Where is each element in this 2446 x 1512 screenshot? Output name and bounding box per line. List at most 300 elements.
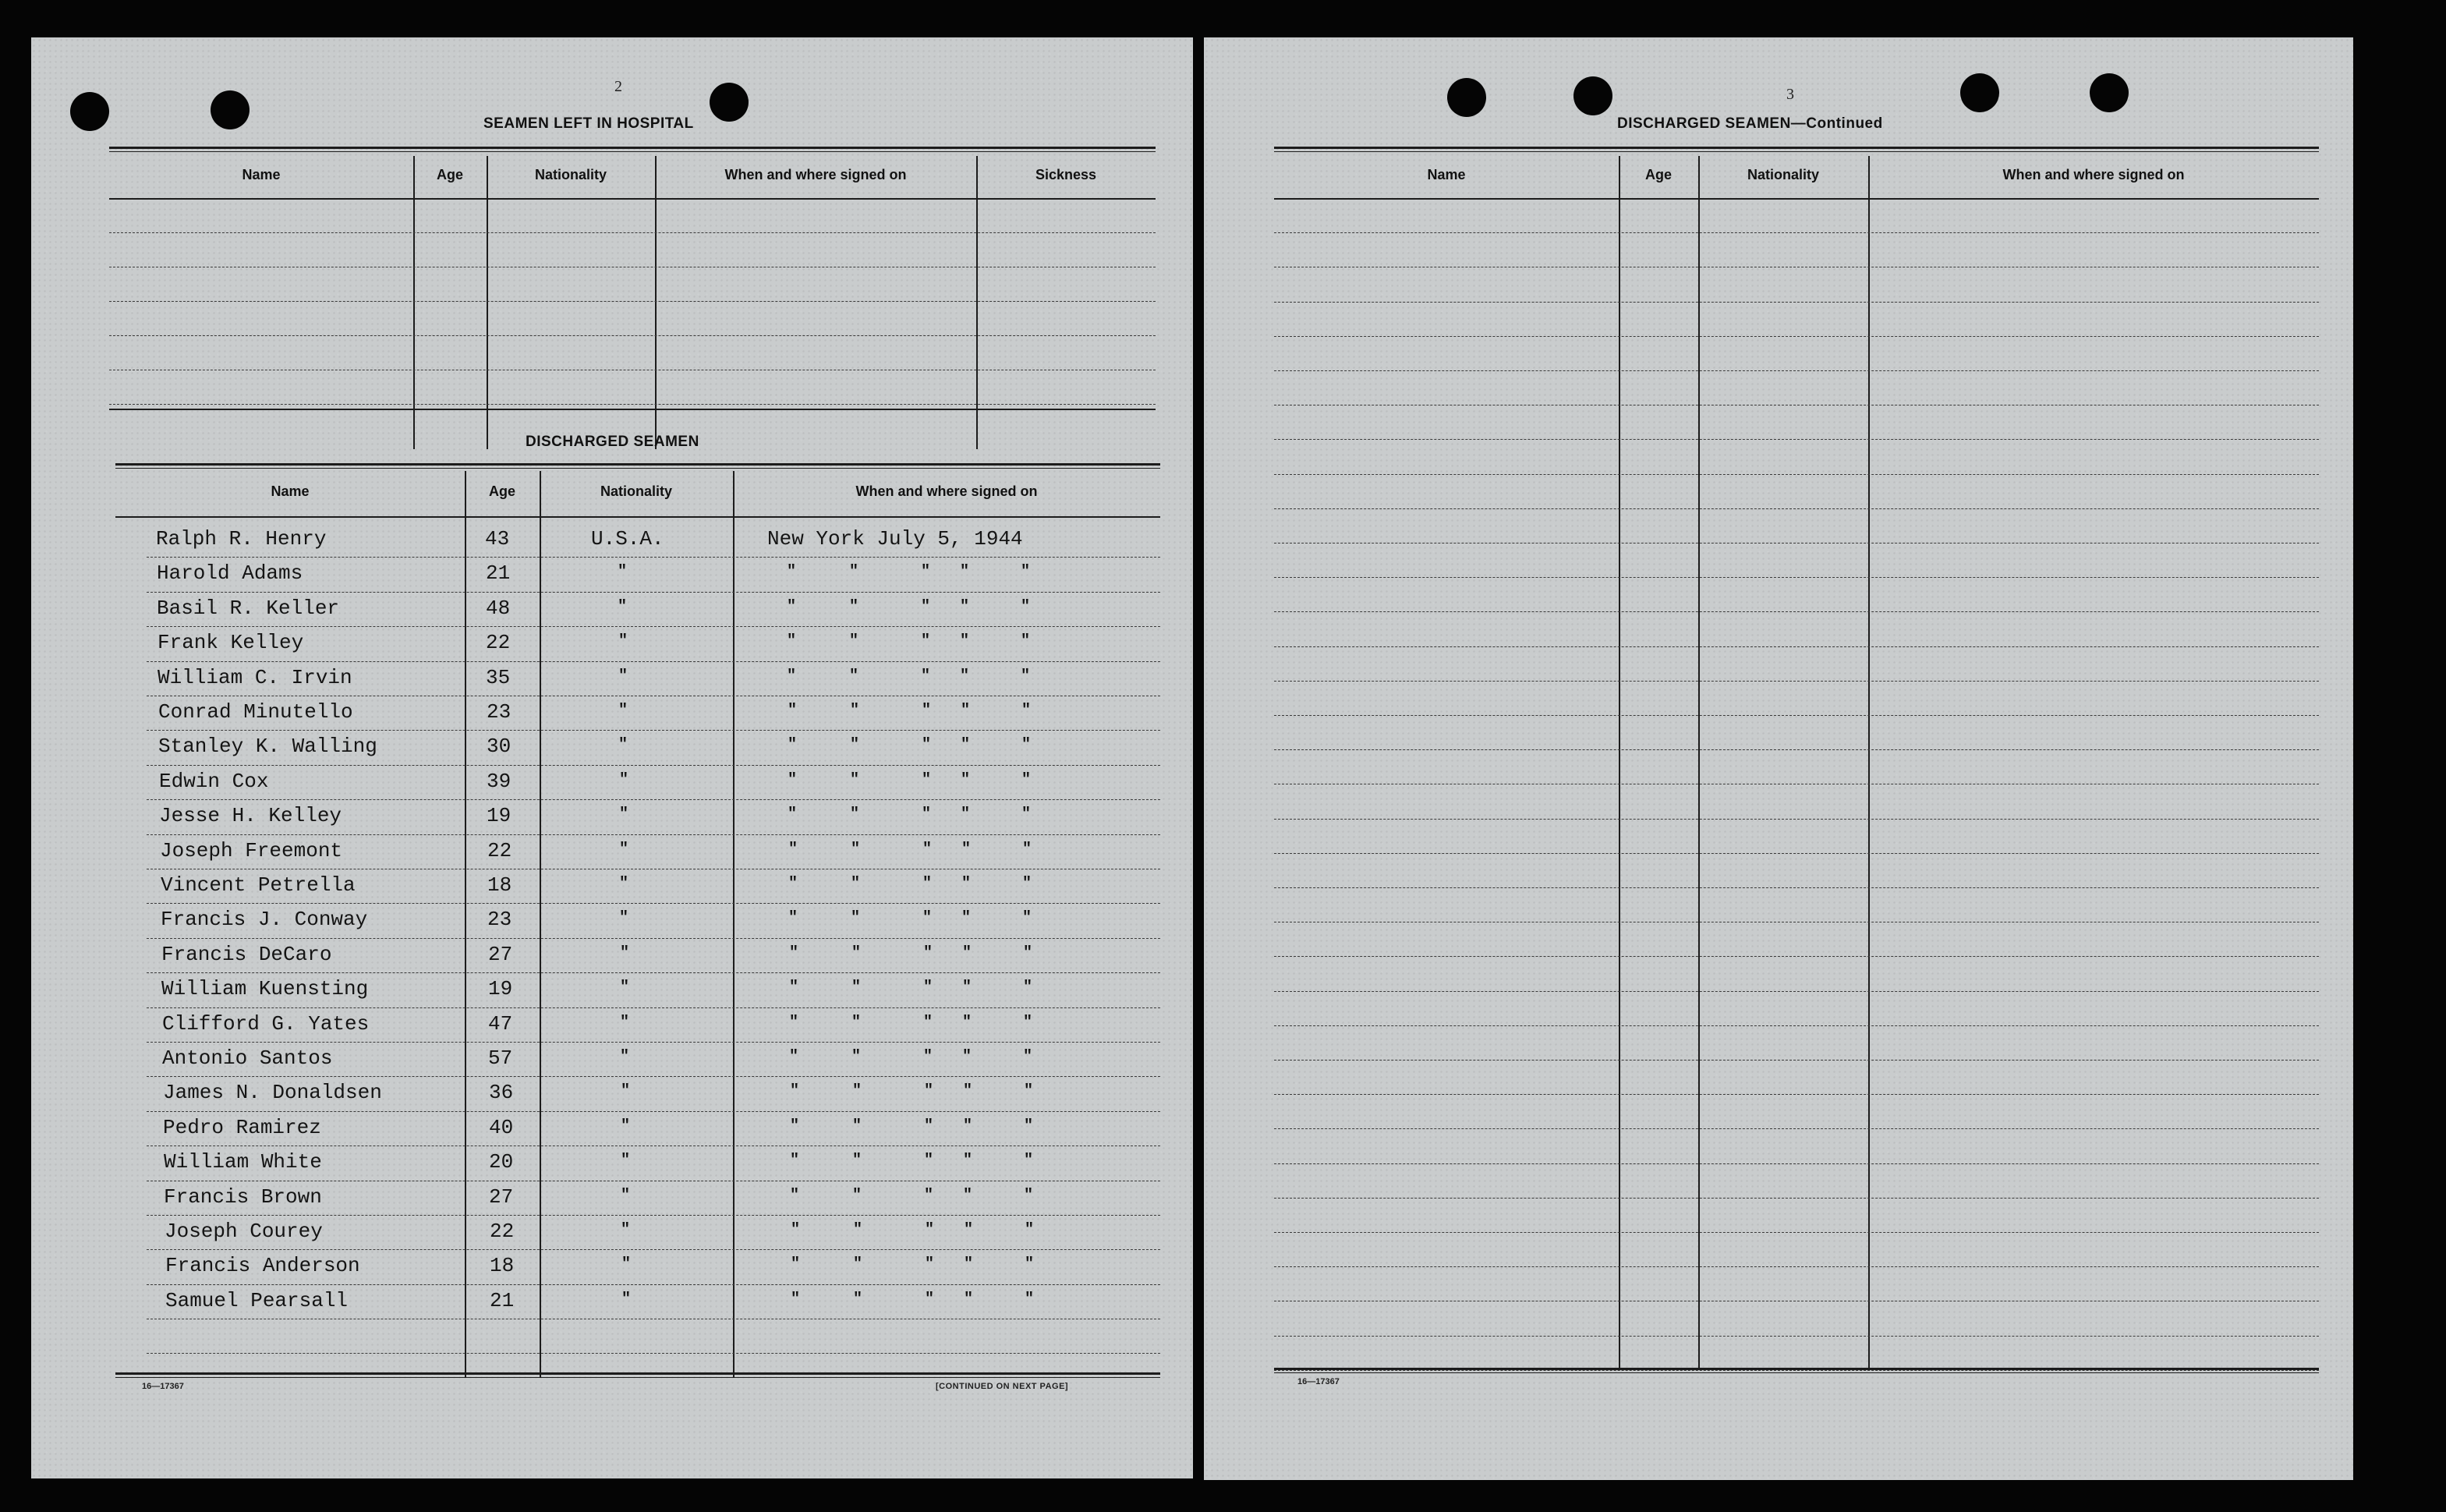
signed-on-ditto: " (960, 632, 970, 651)
signed-on-ditto: " (1021, 667, 1031, 685)
signed-on-ditto: " (922, 702, 932, 720)
signed-on-ditto: " (851, 875, 861, 893)
seaman-age: 39 (487, 769, 512, 793)
signed-on-ditto: " (1025, 1290, 1035, 1308)
continued-note: [CONTINUED ON NEXT PAGE] (936, 1382, 1069, 1391)
signed-on-ditto: " (961, 702, 971, 720)
nationality-ditto: " (619, 806, 629, 824)
signed-on-ditto: " (852, 1186, 862, 1205)
column-header: When and where signed on (724, 167, 907, 182)
seaman-name: Francis Brown (164, 1184, 322, 1209)
seaman-age: 18 (490, 1254, 515, 1278)
signed-on-ditto: " (788, 806, 798, 824)
row-line (147, 730, 1160, 731)
table-row (31, 940, 1160, 974)
row-line (1274, 508, 2319, 509)
signed-on-ditto: " (964, 1221, 974, 1239)
nationality-ditto: " (618, 632, 628, 651)
column-divider (413, 156, 415, 449)
row-line (1274, 1094, 2319, 1095)
table-row (31, 558, 1160, 593)
row-line (147, 626, 1160, 627)
column-header: Nationality (1747, 167, 1819, 182)
continued-section-title: DISCHARGED SEAMEN—Continued (1617, 115, 1883, 132)
seaman-name: James N. Donaldsen (163, 1081, 382, 1105)
nationality-ditto: " (621, 1117, 631, 1135)
seaman-age: 22 (490, 1220, 515, 1243)
table-row (31, 767, 1160, 801)
signed-on-ditto: " (921, 632, 931, 651)
seaman-age: 19 (488, 977, 513, 1001)
row-line (147, 1111, 1160, 1112)
table-row (31, 801, 1160, 835)
signed-on-ditto: " (1024, 1117, 1034, 1135)
column-divider (487, 156, 488, 449)
punch-hole (1960, 73, 1999, 112)
row-line (147, 1042, 1160, 1043)
row-line (1274, 1198, 2319, 1199)
column-divider (1619, 156, 1620, 1369)
nationality-ditto: " (620, 979, 630, 997)
header-rule (115, 463, 1160, 466)
seaman-age: 20 (489, 1150, 514, 1174)
row-line (147, 1353, 1160, 1354)
signed-on-ditto: " (1022, 840, 1032, 859)
signed-on-ditto: " (853, 1290, 863, 1308)
seaman-name: Harold Adams (157, 561, 303, 586)
row-line (147, 799, 1160, 800)
row-line (1274, 715, 2319, 716)
signed-on-ditto: " (851, 1013, 862, 1032)
column-header: Age (1644, 167, 1672, 182)
row-line (1274, 681, 2319, 682)
row-line (1274, 887, 2319, 888)
signed-on-ditto: " (960, 667, 970, 685)
row-line (1274, 336, 2319, 337)
signed-on-ditto: " (1023, 1048, 1033, 1066)
seaman-age: 23 (487, 700, 512, 724)
row-line (109, 232, 1156, 233)
seaman-age: 22 (486, 631, 511, 655)
signed-on-ditto: " (960, 597, 970, 616)
column-header: Age (488, 483, 515, 499)
seaman-age: 47 (488, 1011, 513, 1036)
bleed-through-mark (179, 139, 186, 165)
nationality-ditto: " (618, 563, 628, 582)
seaman-age: 48 (486, 596, 511, 620)
signed-on-ditto: " (921, 597, 931, 616)
nationality-ditto: " (620, 1013, 630, 1032)
signed-on-ditto: " (1021, 736, 1032, 755)
signed-on-ditto: " (851, 1048, 862, 1066)
seaman-name: Vincent Petrella (161, 873, 356, 897)
column-divider (1698, 156, 1700, 1369)
row-line (147, 661, 1160, 662)
seaman-name: Antonio Santos (162, 1046, 333, 1070)
signed-on-ditto: " (924, 1117, 934, 1135)
signed-on-ditto: " (963, 1082, 973, 1101)
nationality-ditto: " (618, 667, 628, 685)
nationality-ditto: " (620, 1048, 630, 1066)
table-row (31, 731, 1160, 766)
column-header: When and where signed on (855, 483, 1038, 499)
signed-on-ditto: " (1024, 1152, 1034, 1170)
seaman-age: 21 (490, 1288, 515, 1312)
signed-on-ditto: " (851, 909, 861, 928)
signed-on-ditto: " (791, 1290, 801, 1308)
nationality-ditto: " (619, 770, 629, 789)
signed-on-ditto: " (922, 806, 932, 824)
signed-on-ditto: " (850, 736, 860, 755)
signed-on-ditto: " (961, 909, 972, 928)
nationality-ditto: " (618, 702, 628, 720)
signed-on-ditto: " (1022, 909, 1032, 928)
signed-on-ditto: " (789, 979, 799, 997)
row-line (147, 1076, 1160, 1077)
signed-on-ditto: " (790, 1186, 800, 1205)
discharged-section-title: DISCHARGED SEAMEN (526, 434, 699, 450)
row-line (147, 592, 1160, 593)
signed-on-ditto: " (788, 840, 798, 859)
row-line (1274, 991, 2319, 992)
row-line (1274, 439, 2319, 440)
signed-on-ditto: " (850, 770, 860, 789)
signed-on-ditto: " (961, 840, 972, 859)
nationality-ditto: " (621, 1152, 631, 1170)
punch-hole (710, 83, 749, 122)
seaman-age: 36 (489, 1081, 514, 1105)
seaman-name: Stanley K. Walling (158, 735, 377, 759)
row-line (147, 1284, 1160, 1285)
signed-on-ditto: " (925, 1255, 935, 1274)
table-row (31, 1251, 1160, 1285)
signed-on-ditto: " (853, 1255, 863, 1274)
seaman-name: Francis DeCaro (161, 942, 332, 966)
seaman-name: Joseph Freemont (160, 838, 343, 862)
table-row (31, 628, 1160, 662)
left-page (31, 37, 1193, 1478)
row-line (147, 938, 1160, 939)
signed-on-ditto: " (787, 632, 797, 651)
column-header: Nationality (534, 167, 607, 182)
signed-on-ditto: " (925, 1290, 935, 1308)
signed-on-ditto: " (790, 1117, 800, 1135)
signed-on-ditto: " (923, 979, 933, 997)
row-line (1274, 853, 2319, 854)
row-line (147, 1249, 1160, 1250)
signed-on-ditto: " (1023, 1013, 1033, 1032)
signed-on-ditto: " (1025, 1255, 1035, 1274)
table-row (31, 905, 1160, 939)
row-line (147, 1007, 1160, 1008)
row-line (1274, 1163, 2319, 1164)
row-line (1274, 819, 2319, 820)
signed-on-ditto: " (962, 1048, 972, 1066)
seaman-name: Joseph Courey (165, 1220, 323, 1243)
column-header: Age (436, 167, 463, 182)
table-row (31, 1009, 1160, 1043)
signed-on-ditto: " (964, 1255, 974, 1274)
page-number: 3 (1786, 86, 1794, 103)
row-line (1274, 1336, 2319, 1337)
row-line (1274, 646, 2319, 647)
row-line (1274, 1266, 2319, 1267)
column-header: When and where signed on (2002, 167, 2185, 182)
punch-hole (2090, 73, 2129, 112)
signed-on-ditto: " (962, 979, 972, 997)
signed-on-ditto: " (923, 1013, 933, 1032)
table-row (31, 524, 1160, 558)
table-bottom-rule (115, 1372, 1160, 1375)
signed-on-ditto: " (1025, 1221, 1035, 1239)
signed-on-ditto: " (960, 563, 970, 582)
nationality-ditto: " (621, 1255, 632, 1274)
seaman-age: 19 (487, 804, 512, 828)
signed-on-ditto: " (922, 770, 932, 789)
signed-on-ditto: " (962, 1013, 972, 1032)
signed-on-ditto: " (789, 944, 799, 962)
signed-on-ditto: " (961, 736, 971, 755)
seaman-name: Clifford G. Yates (162, 1011, 370, 1036)
seaman-age: 22 (487, 838, 512, 862)
seaman-age: 30 (487, 735, 512, 759)
signed-on-ditto: " (924, 1186, 934, 1205)
punch-hole (70, 92, 109, 131)
row-line (147, 834, 1160, 835)
row-line (147, 765, 1160, 766)
row-line (1274, 749, 2319, 750)
signed-on-ditto: " (1021, 806, 1032, 824)
signed-on-ditto: " (925, 1221, 935, 1239)
nationality-ditto: " (621, 1082, 631, 1101)
seaman-age: 27 (488, 942, 513, 966)
seaman-age: 40 (489, 1115, 514, 1139)
table-bottom-rule (109, 409, 1156, 410)
table-row (31, 1147, 1160, 1181)
seaman-age: 57 (488, 1046, 513, 1070)
seaman-name: Francis J. Conway (161, 908, 368, 932)
signed-on-ditto: " (964, 1290, 974, 1308)
nationality-ditto: " (618, 597, 628, 616)
signed-on-ditto: " (853, 1221, 863, 1239)
signed-on-ditto: " (963, 1152, 973, 1170)
seaman-name: Samuel Pearsall (165, 1288, 349, 1312)
signed-on-ditto: " (1021, 563, 1031, 582)
signed-on-ditto: " (924, 1082, 934, 1101)
nationality-ditto: " (621, 1290, 632, 1308)
signed-on-ditto: " (849, 563, 859, 582)
signed-on-ditto: " (788, 875, 798, 893)
signed-on-ditto: " (1023, 979, 1033, 997)
row-line (1274, 474, 2319, 475)
header-underline (109, 198, 1156, 200)
signed-on-ditto: " (922, 840, 933, 859)
seaman-name: Basil R. Keller (157, 596, 340, 620)
signed-on-ditto: " (850, 806, 860, 824)
row-line (1274, 1060, 2319, 1061)
row-line (109, 404, 1156, 405)
signed-on-ditto: " (962, 944, 972, 962)
signed-on-ditto: " (787, 563, 797, 582)
row-line (1274, 370, 2319, 371)
table-row (31, 1286, 1160, 1320)
page-number: 2 (614, 78, 622, 95)
seaman-name: William Kuensting (161, 977, 369, 1001)
signed-on-ditto: " (963, 1117, 973, 1135)
header-underline (115, 516, 1160, 518)
nationality-ditto: " (621, 1221, 631, 1239)
signed-on-ditto: " (788, 702, 798, 720)
signed-on-ditto: " (1021, 597, 1031, 616)
nationality-ditto: " (618, 736, 628, 755)
signed-on-ditto: " (851, 944, 862, 962)
header-underline (1274, 198, 2319, 200)
column-header: Nationality (600, 483, 672, 499)
form-number: 16—17367 (1297, 1377, 1340, 1386)
seaman-age: 27 (489, 1184, 514, 1209)
signed-on-ditto: " (1023, 944, 1033, 962)
table-row (31, 697, 1160, 731)
signed-on-ditto: " (1024, 1186, 1034, 1205)
row-line (147, 557, 1160, 558)
signed-on-ditto: " (1021, 632, 1031, 651)
signed-on-ditto: " (922, 736, 932, 755)
signed-on-ditto: " (788, 909, 798, 928)
seaman-name: Conrad Minutello (158, 700, 353, 724)
row-line (147, 972, 1160, 973)
signed-on-ditto: " (790, 1082, 800, 1101)
table-row (31, 974, 1160, 1008)
seaman-name: Francis Anderson (165, 1254, 360, 1278)
table-row (31, 1078, 1160, 1112)
punch-hole (1447, 78, 1486, 117)
seaman-age: 35 (486, 665, 511, 689)
row-line (109, 301, 1156, 302)
table-row (31, 1113, 1160, 1147)
column-header: Name (1427, 167, 1466, 182)
signed-on-ditto: " (961, 875, 972, 893)
signed-on-ditto: " (787, 667, 797, 685)
column-header: Name (242, 167, 281, 182)
table-row (31, 663, 1160, 697)
signed-on-ditto: " (789, 1048, 799, 1066)
row-line (1274, 577, 2319, 578)
table-row (31, 593, 1160, 628)
table-row (31, 1182, 1160, 1216)
punch-hole (211, 90, 250, 129)
seaman-nationality: U.S.A. (591, 527, 664, 551)
signed-on-ditto: " (922, 909, 933, 928)
signed-on-ditto: " (852, 1117, 862, 1135)
signed-on-ditto: " (852, 1152, 862, 1170)
signed-on-ditto: " (849, 632, 859, 651)
row-line (147, 903, 1160, 904)
row-line (1274, 543, 2319, 544)
signed-on-ditto: " (923, 1048, 933, 1066)
signed-on-ditto: " (790, 1152, 800, 1170)
row-line (1274, 1128, 2319, 1129)
signed-on-ditto: " (1021, 770, 1032, 789)
signed-on-ditto: " (788, 770, 798, 789)
row-line (109, 335, 1156, 336)
nationality-ditto: " (619, 909, 629, 928)
row-line (1274, 956, 2319, 957)
signed-on-ditto: " (963, 1186, 973, 1205)
signed-on-ditto: " (924, 1152, 934, 1170)
row-line (1274, 1232, 2319, 1233)
column-divider (1868, 156, 1870, 1369)
header-rule (1274, 147, 2319, 149)
seaman-age: 18 (487, 873, 512, 897)
punch-hole (1573, 76, 1612, 115)
signed-on-ditto: " (791, 1255, 801, 1274)
signed-on-ditto: " (961, 806, 971, 824)
table-row (31, 1216, 1160, 1251)
signed-on-ditto: " (921, 667, 931, 685)
row-line (1274, 1025, 2319, 1026)
column-divider (655, 156, 657, 449)
signed-on-ditto: " (923, 944, 933, 962)
signed-on-ditto: " (922, 875, 933, 893)
signed-on-ditto: " (849, 667, 859, 685)
signed-on-ditto: " (789, 1013, 799, 1032)
signed-on-entry: New York July 5, 1944 (767, 527, 1023, 551)
nationality-ditto: " (621, 1186, 631, 1205)
signed-on-ditto: " (849, 597, 859, 616)
nationality-ditto: " (620, 944, 630, 962)
signed-on-ditto: " (788, 736, 798, 755)
seaman-name: Pedro Ramirez (163, 1115, 321, 1139)
column-header: Sickness (1035, 167, 1097, 182)
row-line (1274, 302, 2319, 303)
seaman-name: Edwin Cox (159, 769, 269, 793)
seaman-age: 23 (487, 908, 512, 932)
seaman-name: Jesse H. Kelley (159, 804, 342, 828)
right-page (1204, 37, 2353, 1480)
seaman-name: Ralph R. Henry (156, 527, 327, 551)
nationality-ditto: " (619, 840, 629, 859)
signed-on-ditto: " (921, 563, 931, 582)
table-row (31, 836, 1160, 870)
row-line (1274, 232, 2319, 233)
table-bottom-rule (1274, 1368, 2319, 1370)
signed-on-ditto: " (851, 979, 862, 997)
table-row (31, 1043, 1160, 1078)
signed-on-ditto: " (1021, 702, 1032, 720)
seaman-age: 21 (486, 561, 511, 586)
signed-on-ditto: " (851, 840, 861, 859)
row-line (1274, 611, 2319, 612)
signed-on-ditto: " (850, 702, 860, 720)
nationality-ditto: " (619, 875, 629, 893)
signed-on-ditto: " (961, 770, 971, 789)
seaman-age: 43 (485, 527, 510, 551)
seaman-name: William White (164, 1150, 322, 1174)
signed-on-ditto: " (787, 597, 797, 616)
hospital-section-title: SEAMEN LEFT IN HOSPITAL (483, 115, 694, 132)
signed-on-ditto: " (791, 1221, 801, 1239)
seaman-name: William C. Irvin (158, 665, 352, 689)
header-rule (109, 147, 1156, 149)
seaman-name: Frank Kelley (158, 631, 304, 655)
form-number: 16—17367 (142, 1382, 184, 1391)
column-divider (976, 156, 978, 449)
signed-on-ditto: " (1022, 875, 1032, 893)
table-row (31, 870, 1160, 905)
signed-on-ditto: " (852, 1082, 862, 1101)
signed-on-ditto: " (1024, 1082, 1034, 1101)
row-line (147, 1215, 1160, 1216)
